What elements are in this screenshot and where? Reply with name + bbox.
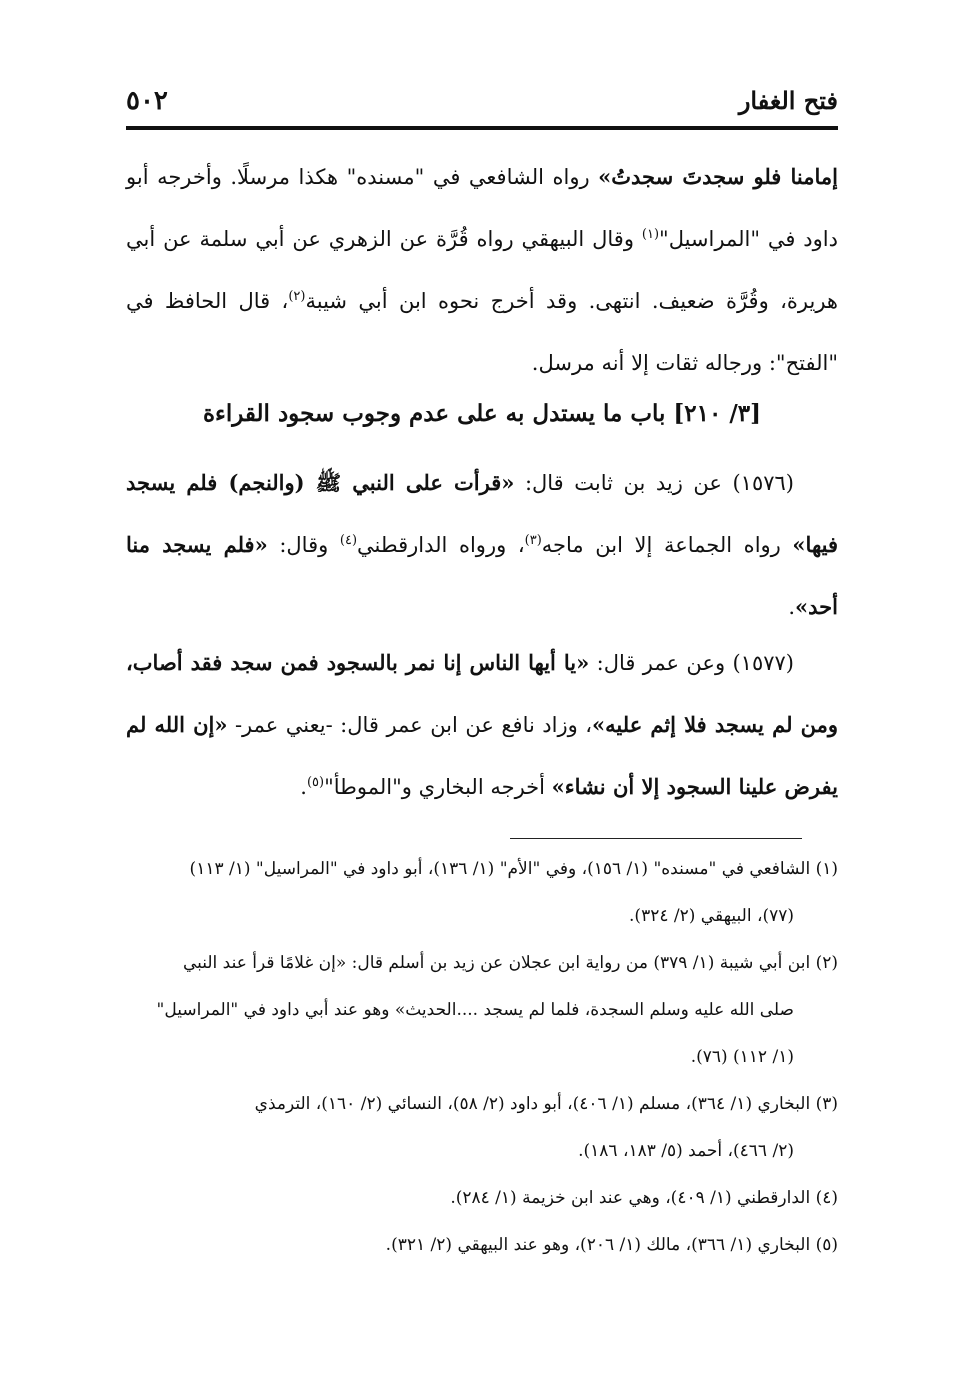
hadith-1577 xyxy=(126,632,838,818)
footnote-ref-1: (١) xyxy=(641,227,660,242)
hadith-text-1: رواه الجماعة إلا ابن ماجه xyxy=(541,533,793,557)
page-header xyxy=(126,78,838,126)
footnote-1: (١) الشافعي في "مسنده" (١/ ١٥٦)، وفي "الأم" (١/ ١٣٦)، أبو داود في "المراسيل" (١/ ١١٣) xyxy=(189,859,838,879)
hadith-quote-2: «إن الله لم يفرض علينا السجود إلا أن نشاء» xyxy=(126,712,838,799)
hadith-number: (١٥٧٧) xyxy=(732,651,794,675)
footnote-ref-3: (٣) xyxy=(524,533,542,548)
hadith-quote: «قرأت على النبي ﷺ (والنجم) فلم يسجد فيها» xyxy=(126,470,839,557)
hadith-1576-block xyxy=(126,452,838,638)
footnote-2: (٢) ابن أبي شيبة (١/ ٣٧٩) من رواية ابن عجلان عن زيد بن أسلم قال: «إن غلامًا قرأ عند النبي xyxy=(182,953,838,973)
hadith-text-1: ، وزاد نافع عن ابن عمر قال: -يعني عمر- xyxy=(227,713,593,737)
hadith-end: . xyxy=(300,775,307,799)
footnote-2-continued: صلى الله عليه وسلم السجدة، فلما لم يسجد ....الحديث» وهو عند أبي داود في "المراسيل" xyxy=(156,1000,794,1020)
footnote-5: (٥) البخاري (١/ ٣٦٦)، مالك (١/ ٢٠٦)، وهو عند البيهقي (٢/ ٣٢١). xyxy=(385,1235,838,1255)
intro-text-1: رواه الشافعي في "مسنده" هكذا مرسلًا. وأخرجه أبو داود في "المراسيل" xyxy=(126,165,838,251)
hadith-quote: «يا أيها الناس إنا نمر بالسجود فمن سجد فقد أصاب، ومن لم يسجد فلا إثم عليه» xyxy=(126,650,838,737)
intro-paragraph-block xyxy=(126,146,838,394)
footnote-ref-4: (٤) xyxy=(339,533,358,548)
hadith-text-3: وقال: xyxy=(267,533,340,557)
hadith-number: (١٥٧٦) xyxy=(732,471,794,495)
footnote-3-continued: (٢/ ٤٦٦)، أحمد (٥/ ١٨٣، ١٨٦). xyxy=(578,1141,794,1161)
hadith-text-2: ، ورواه الدارقطني xyxy=(357,533,525,557)
hadith-1576 xyxy=(126,452,838,638)
header-rule xyxy=(126,126,838,130)
hadith-intro: وعن عمر قال: xyxy=(589,651,733,675)
footnote-ref-2: (٢) xyxy=(288,289,306,304)
footnote-1-continued: (٧٧)، البيهقي (٢/ ٣٢٤). xyxy=(629,906,794,926)
chapter-heading: [٣/ ٢١٠] باب ما يستدل به على عدم وجوب سجود القراءة xyxy=(202,400,762,427)
hadith-end: . xyxy=(788,595,796,619)
hadith-text-2: أخرجه البخاري و"الموطأ" xyxy=(324,775,552,799)
footnote-ref-5: (٥) xyxy=(306,775,325,790)
quote-end: إمامنا فلو سجدتَ سجدتُ» xyxy=(598,164,838,189)
footnote-3: (٣) البخاري (١/ ٣٦٤)، مسلم (١/ ٤٠٦)، أبو داود (٢/ ٥٨)، النسائي (٢/ ١٦٠)، الترمذي xyxy=(254,1094,838,1114)
intro-paragraph xyxy=(126,146,838,394)
footnote-2-continued: (١/ ١١٢) (٧٦). xyxy=(690,1047,794,1067)
intro-text-3: ، قال الحافظ في "الفتح": ورجاله ثقات إلا أنه مرسل. xyxy=(126,289,838,375)
hadith-quote-2: «فلم يسجد منا أحد» xyxy=(126,532,838,619)
intro-text-2: وقال البيهقي رواه قُرَّة عن الزهري عن أبي سلمة عن أبي هريرة، وقُرَّة ضعيف. انتهى. وقد أخرج نحوه ابن أبي شيبة xyxy=(126,227,838,313)
hadith-intro: عن زيد بن ثابت قال: xyxy=(514,471,733,495)
page-number: ٥٠٢ xyxy=(126,86,168,116)
running-title: فتح الغفار xyxy=(738,86,838,115)
footnotes xyxy=(126,846,838,1269)
footnote-4: (٤) الدارقطني (١/ ٤٠٩)، وهي عند ابن خزيمة (١/ ٢٨٤). xyxy=(450,1188,838,1208)
hadith-1577-block xyxy=(126,632,838,818)
footnote-separator xyxy=(510,838,802,839)
